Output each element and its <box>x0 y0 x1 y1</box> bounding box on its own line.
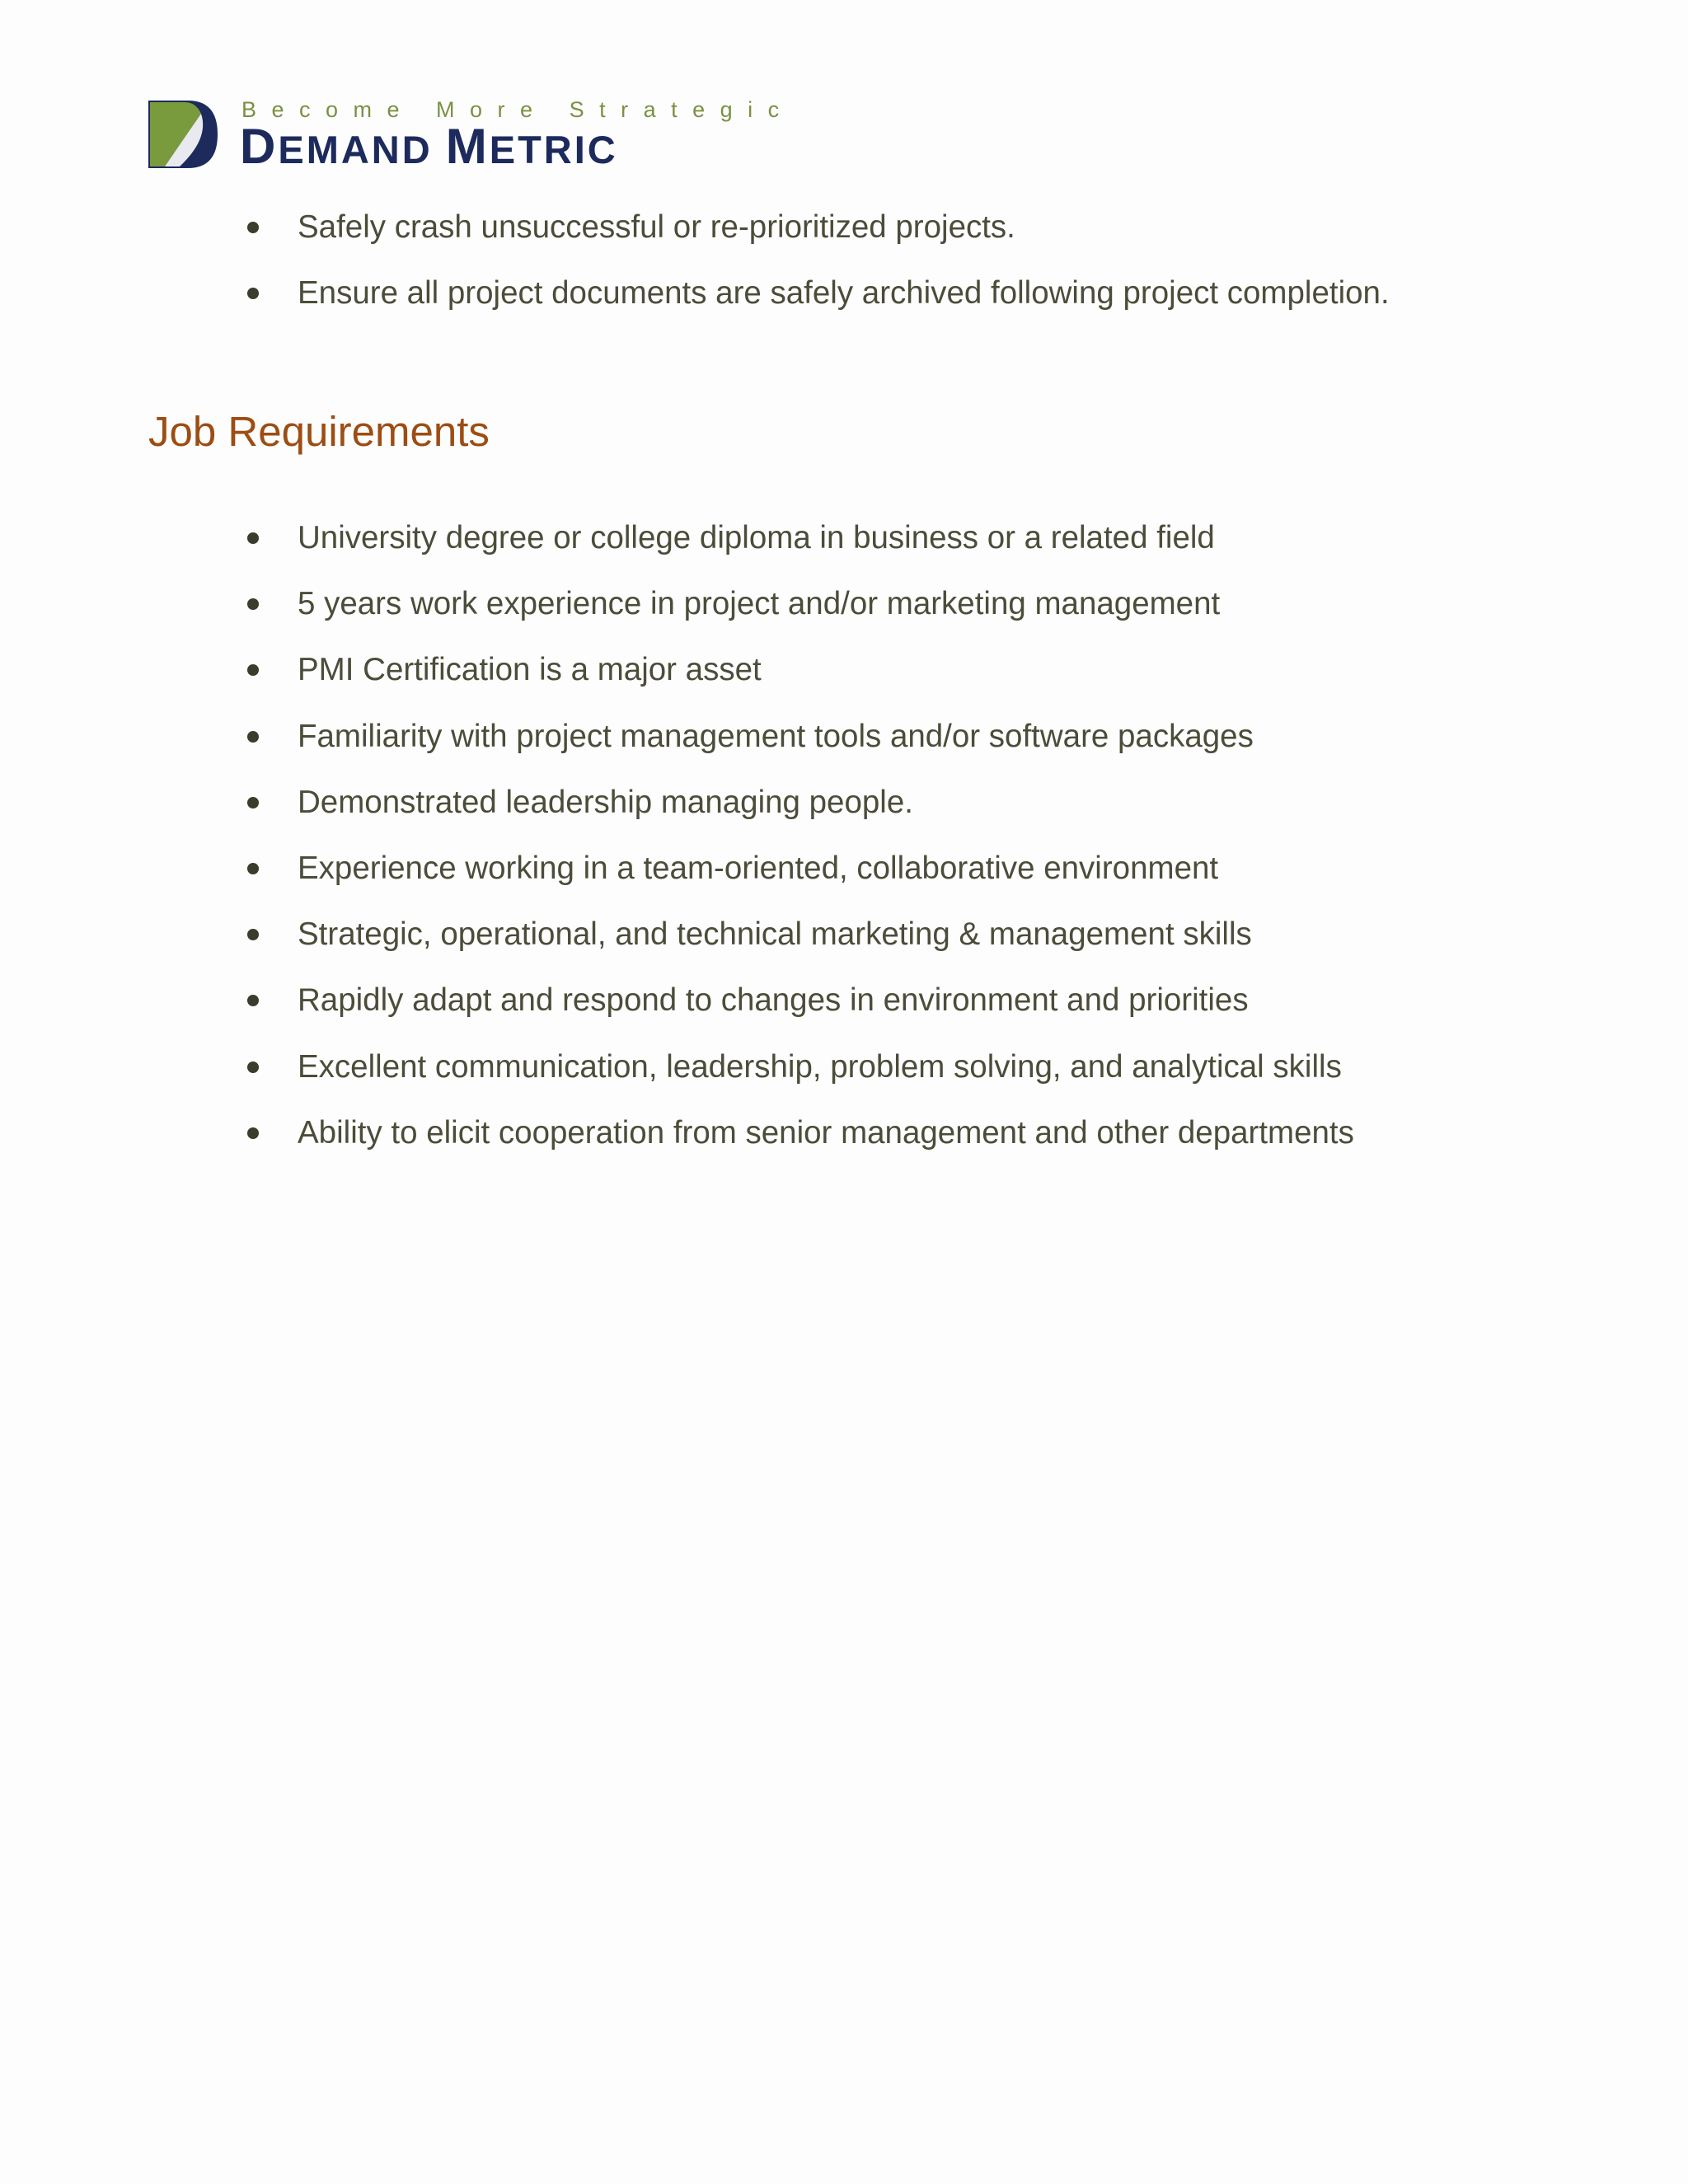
list-item-text: 5 years work experience in project and/or marketing management <box>298 586 1221 622</box>
list-item-text: Excellent communication, leadership, problem solving, and analytical skills <box>298 1048 1342 1085</box>
wordmark-part: EMAND <box>278 128 446 171</box>
list-item-text: Rapidly adapt and respond to changes in environment and priorities <box>298 982 1249 1019</box>
bullet-icon <box>247 222 259 233</box>
list-item-text: PMI Certification is a major asset <box>298 652 762 688</box>
list-item-text: Ability to elicit cooperation from senior management and other departments <box>298 1114 1354 1151</box>
bullet-icon <box>247 532 259 544</box>
bullet-icon <box>247 863 259 874</box>
list-item-text: Strategic, operational, and technical marketing & management skills <box>298 916 1252 953</box>
logo-wordmark <box>240 119 618 185</box>
company-logo <box>147 97 806 180</box>
bullet-icon <box>247 1062 259 1073</box>
list-item-text: Experience working in a team-oriented, collaborative environment <box>298 850 1219 886</box>
wordmark-part: ETRIC <box>489 128 618 171</box>
list-item-text: University degree or college diploma in business or a related field <box>298 520 1215 555</box>
bullet-icon <box>247 731 259 743</box>
list-item-text: Familiarity with project management tools and/or software packages <box>298 718 1254 754</box>
list-item-text: Safely crash unsuccessful or re-prioritized projects. <box>298 209 1015 245</box>
bullet-icon <box>247 1127 259 1139</box>
bullet-icon <box>247 797 259 808</box>
list-item-text: Ensure all project documents are safely archived following project completion. <box>298 275 1390 312</box>
wordmark-part: M <box>445 119 490 174</box>
wordmark-part: D <box>240 119 279 174</box>
demand-metric-logo-icon <box>147 97 219 171</box>
logo-tagline: Become More Strategic <box>241 97 795 122</box>
section-heading-job-requirements: Job Requirements <box>148 408 490 455</box>
list-item-text: Demonstrated leadership managing people. <box>298 784 913 820</box>
